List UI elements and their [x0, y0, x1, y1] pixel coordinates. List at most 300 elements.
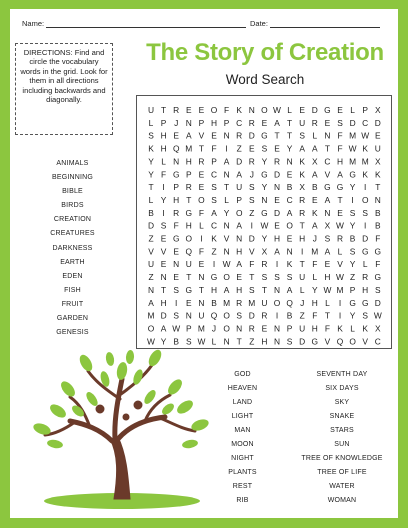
grid-letter[interactable]: H: [311, 297, 318, 308]
grid-letter[interactable]: F: [375, 233, 381, 244]
grid-letter[interactable]: V: [249, 246, 255, 257]
grid-letter[interactable]: I: [351, 195, 354, 205]
grid-letter[interactable]: B: [375, 207, 381, 218]
grid-letter[interactable]: X: [375, 105, 381, 115]
grid-letter[interactable]: I: [162, 182, 165, 193]
grid-letter[interactable]: B: [286, 182, 293, 193]
grid-letter[interactable]: T: [261, 284, 267, 295]
grid-letter[interactable]: V: [324, 169, 331, 180]
grid-letter[interactable]: R: [311, 117, 318, 128]
grid-letter[interactable]: T: [324, 310, 330, 321]
grid-letter[interactable]: H: [273, 233, 281, 244]
grid-letter[interactable]: G: [374, 246, 382, 257]
grid-letter[interactable]: A: [236, 259, 242, 270]
grid-letter[interactable]: Z: [249, 336, 255, 347]
grid-letter[interactable]: S: [211, 195, 217, 205]
grid-letter[interactable]: L: [350, 323, 355, 334]
grid-letter[interactable]: I: [200, 233, 203, 244]
grid-letter[interactable]: O: [185, 233, 193, 244]
grid-letter[interactable]: S: [324, 233, 331, 244]
grid-letter[interactable]: M: [361, 156, 369, 167]
grid-letter[interactable]: E: [261, 323, 268, 334]
grid-letter[interactable]: I: [250, 220, 253, 231]
grid-letter[interactable]: J: [312, 233, 317, 244]
grid-letter[interactable]: K: [312, 207, 318, 218]
grid-letter[interactable]: L: [312, 130, 318, 141]
grid-letter[interactable]: L: [299, 284, 305, 295]
grid-letter[interactable]: F: [173, 220, 179, 231]
grid-letter[interactable]: Y: [148, 169, 154, 180]
grid-letter[interactable]: V: [160, 246, 167, 257]
grid-letter[interactable]: N: [324, 130, 331, 141]
grid-letter[interactable]: L: [224, 195, 229, 205]
grid-letter[interactable]: V: [223, 233, 230, 244]
grid-letter[interactable]: R: [299, 195, 306, 205]
grid-letter[interactable]: O: [147, 323, 155, 334]
grid-letter[interactable]: B: [148, 207, 154, 218]
grid-letter[interactable]: N: [286, 246, 293, 257]
grid-letter[interactable]: G: [324, 105, 331, 115]
grid-letter[interactable]: D: [236, 156, 243, 167]
grid-letter[interactable]: R: [248, 117, 255, 128]
grid-letter[interactable]: G: [261, 130, 268, 141]
grid-letter[interactable]: E: [299, 105, 305, 115]
grid-letter[interactable]: B: [173, 336, 179, 347]
grid-letter[interactable]: F: [337, 143, 343, 154]
grid-letter[interactable]: T: [224, 182, 230, 193]
grid-letter[interactable]: G: [324, 182, 331, 193]
name-field[interactable]: [46, 19, 246, 28]
grid-letter[interactable]: S: [186, 336, 192, 347]
grid-letter[interactable]: M: [223, 297, 231, 308]
grid-letter[interactable]: L: [337, 246, 343, 257]
grid-letter[interactable]: I: [175, 297, 178, 308]
grid-letter[interactable]: B: [211, 297, 217, 308]
grid-letter[interactable]: A: [324, 195, 331, 205]
grid-letter[interactable]: I: [338, 310, 342, 321]
grid-letter[interactable]: E: [211, 130, 217, 141]
grid-letter[interactable]: A: [148, 297, 154, 308]
grid-letter[interactable]: O: [223, 323, 230, 334]
grid-letter[interactable]: G: [374, 272, 382, 282]
grid-letter[interactable]: E: [274, 143, 280, 154]
grid-letter[interactable]: H: [173, 195, 180, 205]
grid-letter[interactable]: M: [197, 323, 205, 334]
grid-letter[interactable]: W: [336, 220, 344, 231]
grid-letter[interactable]: B: [286, 310, 293, 321]
grid-letter[interactable]: O: [273, 297, 281, 308]
grid-letter[interactable]: R: [362, 272, 369, 282]
grid-letter[interactable]: D: [349, 117, 356, 128]
grid-letter[interactable]: G: [210, 272, 218, 282]
grid-letter[interactable]: M: [349, 156, 357, 167]
grid-letter[interactable]: P: [223, 117, 230, 128]
grid-letter[interactable]: K: [299, 169, 305, 180]
grid-letter[interactable]: O: [286, 220, 293, 231]
grid-letter[interactable]: E: [198, 169, 205, 180]
grid-letter[interactable]: P: [186, 169, 192, 180]
grid-letter[interactable]: H: [324, 272, 331, 282]
grid-letter[interactable]: A: [211, 207, 217, 218]
grid-letter[interactable]: R: [173, 105, 180, 115]
grid-letter[interactable]: A: [286, 284, 293, 295]
grid-letter[interactable]: T: [198, 284, 204, 295]
grid-letter[interactable]: E: [274, 195, 280, 205]
grid-letter[interactable]: I: [338, 297, 342, 308]
grid-letter[interactable]: V: [198, 130, 205, 141]
grid-letter[interactable]: C: [286, 195, 293, 205]
grid-letter[interactable]: I: [301, 246, 304, 257]
grid-letter[interactable]: S: [173, 284, 179, 295]
grid-letter[interactable]: O: [223, 310, 230, 321]
grid-letter[interactable]: S: [362, 310, 368, 321]
grid-letter[interactable]: A: [312, 220, 318, 231]
grid-letter[interactable]: F: [312, 310, 318, 321]
grid-letter[interactable]: Y: [349, 220, 356, 231]
grid-letter[interactable]: V: [324, 336, 331, 347]
grid-letter[interactable]: Z: [148, 233, 154, 244]
grid-letter[interactable]: W: [172, 323, 181, 334]
grid-letter[interactable]: T: [198, 143, 204, 154]
grid-letter[interactable]: E: [198, 105, 205, 115]
grid-letter[interactable]: S: [337, 117, 343, 128]
grid-letter[interactable]: S: [375, 284, 381, 295]
grid-letter[interactable]: M: [185, 143, 193, 154]
grid-letter[interactable]: R: [198, 156, 205, 167]
grid-letter[interactable]: H: [160, 297, 167, 308]
grid-letter[interactable]: E: [198, 182, 205, 193]
grid-letter[interactable]: U: [299, 272, 306, 282]
grid-letter[interactable]: Q: [286, 297, 293, 308]
grid-letter[interactable]: Z: [148, 272, 154, 282]
grid-letter[interactable]: P: [160, 117, 167, 128]
grid-letter[interactable]: E: [198, 259, 205, 270]
grid-letter[interactable]: Y: [160, 336, 167, 347]
grid-letter[interactable]: N: [223, 169, 230, 180]
grid-letter[interactable]: C: [210, 220, 218, 231]
grid-letter[interactable]: S: [286, 336, 293, 347]
grid-letter[interactable]: E: [274, 220, 280, 231]
grid-letter[interactable]: C: [374, 336, 381, 347]
grid-letter[interactable]: N: [223, 336, 230, 347]
grid-letter[interactable]: L: [287, 105, 292, 115]
grid-letter[interactable]: A: [236, 220, 242, 231]
grid-letter[interactable]: S: [349, 246, 356, 257]
grid-letter[interactable]: U: [299, 117, 306, 128]
grid-letter[interactable]: R: [248, 323, 255, 334]
grid-letter[interactable]: R: [185, 182, 192, 193]
grid-letter[interactable]: N: [236, 233, 243, 244]
grid-letter[interactable]: W: [373, 310, 382, 321]
grid-letter[interactable]: T: [299, 220, 305, 231]
grid-letter[interactable]: U: [147, 105, 155, 115]
grid-letter[interactable]: T: [236, 336, 242, 347]
grid-letter[interactable]: U: [299, 323, 306, 334]
grid-letter[interactable]: H: [236, 284, 243, 295]
grid-letter[interactable]: Y: [261, 233, 268, 244]
grid-letter[interactable]: Y: [261, 156, 268, 167]
grid-letter[interactable]: E: [312, 195, 318, 205]
grid-letter[interactable]: W: [147, 336, 155, 347]
grid-letter[interactable]: A: [223, 156, 230, 167]
grid-letter[interactable]: S: [261, 143, 268, 154]
grid-letter[interactable]: R: [273, 156, 281, 167]
grid-letter[interactable]: T: [287, 130, 293, 141]
grid-letter[interactable]: H: [261, 336, 268, 347]
grid-letter[interactable]: T: [148, 182, 154, 193]
grid-letter[interactable]: R: [261, 259, 268, 270]
grid-letter[interactable]: T: [249, 272, 255, 282]
grid-letter[interactable]: M: [147, 310, 155, 321]
grid-letter[interactable]: A: [312, 143, 318, 154]
grid-letter[interactable]: I: [275, 310, 279, 321]
grid-letter[interactable]: N: [236, 323, 243, 334]
grid-letter[interactable]: J: [300, 297, 305, 308]
grid-letter[interactable]: W: [222, 259, 231, 270]
grid-letter[interactable]: R: [248, 156, 255, 167]
grid-letter[interactable]: V: [148, 246, 154, 257]
grid-letter[interactable]: E: [173, 272, 179, 282]
grid-letter[interactable]: F: [375, 259, 381, 270]
grid-letter[interactable]: H: [210, 117, 218, 128]
grid-letter[interactable]: O: [235, 207, 243, 218]
grid-letter[interactable]: A: [186, 130, 192, 141]
grid-letter[interactable]: U: [185, 259, 192, 270]
grid-letter[interactable]: N: [273, 336, 281, 347]
grid-letter[interactable]: N: [324, 207, 331, 218]
grid-letter[interactable]: P: [198, 117, 205, 128]
grid-letter[interactable]: G: [349, 169, 356, 180]
grid-letter[interactable]: H: [362, 284, 369, 295]
grid-letter[interactable]: E: [160, 233, 167, 244]
grid-letter[interactable]: K: [362, 143, 368, 154]
grid-letter[interactable]: I: [212, 259, 216, 270]
grid-letter[interactable]: G: [361, 246, 369, 257]
grid-letter[interactable]: E: [324, 117, 331, 128]
grid-letter[interactable]: E: [160, 259, 167, 270]
grid-letter[interactable]: G: [361, 297, 369, 308]
word-search-grid[interactable]: [136, 95, 392, 349]
grid-letter[interactable]: W: [361, 130, 370, 141]
grid-letter[interactable]: Z: [299, 310, 305, 321]
grid-letter[interactable]: J: [174, 117, 179, 128]
grid-letter[interactable]: M: [248, 297, 256, 308]
grid-letter[interactable]: S: [211, 182, 217, 193]
grid-letter[interactable]: S: [349, 207, 356, 218]
grid-letter[interactable]: D: [147, 220, 155, 231]
grid-letter[interactable]: N: [185, 117, 192, 128]
grid-letter[interactable]: S: [274, 272, 280, 282]
grid-letter[interactable]: T: [299, 259, 305, 270]
grid-letter[interactable]: X: [299, 182, 305, 193]
grid-letter[interactable]: N: [173, 156, 180, 167]
grid-letter[interactable]: E: [173, 246, 179, 257]
grid-letter[interactable]: L: [312, 272, 318, 282]
grid-letter[interactable]: W: [336, 272, 344, 282]
grid-letter[interactable]: F: [198, 246, 204, 257]
grid-letter[interactable]: G: [349, 297, 356, 308]
grid-letter[interactable]: N: [273, 182, 281, 193]
grid-letter[interactable]: Z: [249, 207, 255, 218]
grid-letter[interactable]: Y: [349, 310, 356, 321]
grid-letter[interactable]: F: [324, 323, 330, 334]
grid-letter[interactable]: P: [286, 323, 293, 334]
grid-letter[interactable]: X: [312, 156, 318, 167]
grid-letter[interactable]: K: [375, 169, 381, 180]
grid-letter[interactable]: N: [147, 284, 155, 295]
grid-letter[interactable]: S: [173, 310, 179, 321]
grid-letter[interactable]: A: [236, 169, 242, 180]
grid-letter[interactable]: Y: [148, 156, 154, 167]
grid-letter[interactable]: U: [147, 259, 155, 270]
grid-letter[interactable]: O: [361, 195, 369, 205]
grid-letter[interactable]: N: [223, 246, 230, 257]
grid-letter[interactable]: H: [160, 130, 167, 141]
grid-letter[interactable]: Q: [336, 336, 344, 347]
grid-letter[interactable]: X: [261, 246, 268, 257]
grid-letter[interactable]: K: [337, 323, 343, 334]
grid-letter[interactable]: X: [375, 323, 381, 334]
grid-letter[interactable]: S: [362, 207, 368, 218]
grid-letter[interactable]: H: [236, 246, 243, 257]
grid-letter[interactable]: S: [261, 272, 268, 282]
grid-letter[interactable]: K: [286, 259, 293, 270]
grid-letter[interactable]: P: [211, 156, 217, 167]
grid-letter[interactable]: N: [198, 272, 205, 282]
grid-letter[interactable]: L: [161, 156, 166, 167]
grid-letter[interactable]: A: [299, 143, 305, 154]
grid-letter[interactable]: E: [324, 259, 331, 270]
grid-letter[interactable]: I: [364, 220, 367, 231]
grid-letter[interactable]: N: [286, 156, 293, 167]
grid-letter[interactable]: N: [160, 272, 167, 282]
grid-letter[interactable]: I: [364, 182, 367, 193]
grid-letter[interactable]: D: [374, 117, 381, 128]
grid-letter[interactable]: D: [248, 130, 255, 141]
grid-letter[interactable]: X: [375, 156, 381, 167]
grid-letter[interactable]: G: [336, 182, 344, 193]
grid-letter[interactable]: W: [197, 336, 206, 347]
grid-letter[interactable]: C: [362, 117, 369, 128]
grid-letter[interactable]: K: [236, 105, 242, 115]
grid-letter[interactable]: N: [173, 259, 180, 270]
grid-letter[interactable]: L: [148, 195, 154, 205]
grid-letter[interactable]: T: [287, 117, 293, 128]
grid-letter[interactable]: T: [186, 272, 192, 282]
grid-letter[interactable]: S: [249, 284, 255, 295]
grid-letter[interactable]: N: [223, 220, 230, 231]
grid-letter[interactable]: U: [198, 310, 205, 321]
grid-letter[interactable]: Y: [286, 143, 293, 154]
grid-letter[interactable]: N: [273, 323, 281, 334]
grid-letter[interactable]: R: [173, 207, 180, 218]
grid-letter[interactable]: E: [249, 143, 255, 154]
grid-letter[interactable]: K: [148, 143, 154, 154]
grid-letter[interactable]: N: [185, 310, 192, 321]
grid-letter[interactable]: V: [337, 259, 343, 270]
grid-letter[interactable]: E: [236, 272, 242, 282]
grid-letter[interactable]: S: [160, 220, 167, 231]
grid-letter[interactable]: Q: [172, 143, 180, 154]
grid-letter[interactable]: I: [162, 207, 165, 218]
date-field[interactable]: [270, 19, 380, 28]
grid-letter[interactable]: R: [236, 297, 243, 308]
grid-letter[interactable]: M: [349, 130, 357, 141]
grid-letter[interactable]: W: [323, 284, 332, 295]
grid-letter[interactable]: M: [336, 284, 344, 295]
grid-letter[interactable]: H: [160, 143, 167, 154]
grid-letter[interactable]: Y: [261, 182, 268, 193]
grid-letter[interactable]: I: [275, 259, 279, 270]
grid-letter[interactable]: P: [173, 182, 179, 193]
grid-letter[interactable]: F: [198, 207, 204, 218]
grid-letter[interactable]: S: [299, 130, 305, 141]
grid-letter[interactable]: L: [199, 220, 204, 231]
grid-letter[interactable]: W: [348, 143, 357, 154]
grid-letter[interactable]: D: [248, 233, 255, 244]
grid-letter[interactable]: P: [236, 195, 242, 205]
grid-letter[interactable]: C: [210, 169, 218, 180]
grid-letter[interactable]: L: [211, 336, 217, 347]
grid-letter[interactable]: W: [260, 220, 269, 231]
grid-letter[interactable]: E: [337, 105, 343, 115]
grid-letter[interactable]: K: [362, 169, 368, 180]
grid-letter[interactable]: O: [198, 195, 205, 205]
grid-letter[interactable]: T: [375, 182, 381, 193]
grid-letter[interactable]: B: [375, 220, 381, 231]
grid-letter[interactable]: Q: [185, 246, 193, 257]
grid-letter[interactable]: S: [236, 310, 242, 321]
grid-letter[interactable]: D: [273, 169, 281, 180]
grid-letter[interactable]: C: [236, 117, 243, 128]
grid-letter[interactable]: K: [299, 156, 305, 167]
grid-letter[interactable]: R: [336, 233, 344, 244]
grid-letter[interactable]: O: [349, 336, 356, 347]
grid-letter[interactable]: V: [362, 336, 368, 347]
grid-letter[interactable]: N: [374, 195, 381, 205]
grid-letter[interactable]: L: [148, 117, 154, 128]
grid-letter[interactable]: X: [324, 220, 331, 231]
grid-letter[interactable]: E: [337, 207, 343, 218]
grid-letter[interactable]: D: [311, 105, 318, 115]
grid-letter[interactable]: C: [324, 156, 331, 167]
grid-letters[interactable]: [137, 96, 393, 350]
grid-letter[interactable]: G: [185, 284, 193, 295]
grid-letter[interactable]: S: [249, 182, 255, 193]
grid-letter[interactable]: A: [274, 117, 280, 128]
grid-letter[interactable]: T: [274, 130, 280, 141]
grid-letter[interactable]: Y: [312, 284, 318, 295]
grid-letter[interactable]: G: [311, 336, 319, 347]
grid-letter[interactable]: P: [362, 105, 368, 115]
grid-letter[interactable]: W: [273, 105, 281, 115]
grid-letter[interactable]: G: [261, 207, 268, 218]
grid-letter[interactable]: O: [261, 105, 268, 115]
grid-letter[interactable]: E: [375, 130, 381, 141]
grid-letter[interactable]: B: [349, 233, 356, 244]
grid-letter[interactable]: J: [211, 323, 217, 334]
grid-letter[interactable]: D: [248, 310, 255, 321]
grid-letter[interactable]: G: [172, 233, 180, 244]
grid-letter[interactable]: T: [161, 284, 167, 295]
grid-letter[interactable]: O: [210, 105, 218, 115]
grid-letter[interactable]: O: [223, 272, 230, 282]
grid-letter[interactable]: Y: [349, 259, 356, 270]
grid-letter[interactable]: Z: [211, 246, 217, 257]
grid-letter[interactable]: H: [185, 156, 192, 167]
grid-letter[interactable]: N: [261, 195, 268, 205]
grid-letter[interactable]: F: [211, 143, 217, 154]
